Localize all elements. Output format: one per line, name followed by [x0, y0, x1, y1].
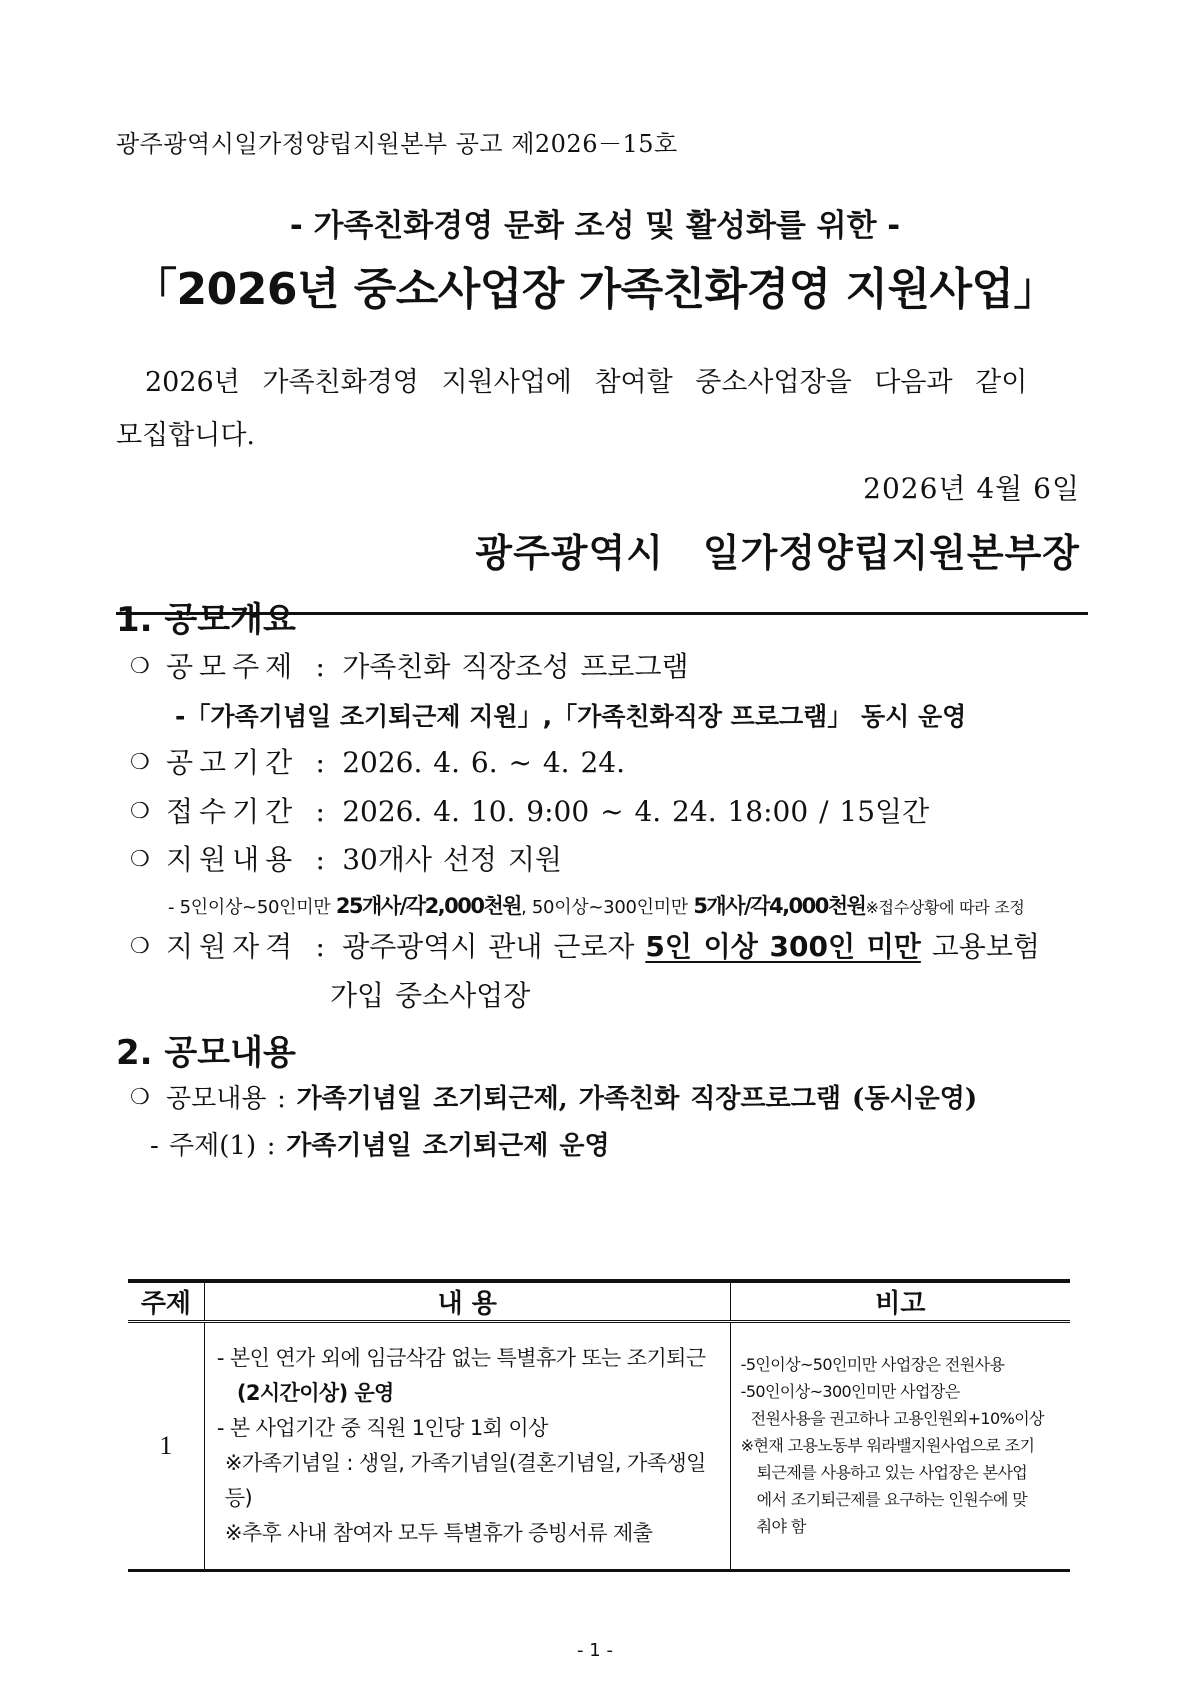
circle-bullet-icon: ❍ — [130, 799, 150, 824]
eligibility-line-2: 가입 중소사업장 — [330, 979, 531, 1012]
separator: : — [315, 746, 325, 779]
remark-line: 전원사용을 권고하나 고용인원외+10%이상 — [750, 1408, 1044, 1428]
content-line: ※가족기념일 : 생일, 가족기념일(결혼기념일, 가족생일등) — [224, 1451, 706, 1510]
content-line: - 본 사업기간 중 직원 1인당 1회 이상 — [216, 1416, 548, 1440]
page-number: - 1 - — [577, 1640, 613, 1661]
content-value: 가족기념일 조기퇴근제, 가족친화 직장프로그램 (동시운영) — [296, 1084, 978, 1114]
content-line: - 본인 연가 외에 임금삭감 없는 특별휴가 또는 조기퇴근 — [216, 1346, 706, 1370]
remark-line: -5인이상~50인미만 사업장은 전원사용 — [740, 1354, 1005, 1374]
circle-bullet-icon: ❍ — [130, 847, 150, 872]
separator: : — [277, 1084, 286, 1114]
intro-line-2: 모집합니다. — [116, 420, 255, 451]
topic-table — [128, 1279, 1070, 1572]
reception-value: 2026. 4. 10. 9:00 ~ 4. 24. 18:00 / 15일간 — [342, 795, 930, 828]
table-row — [128, 1322, 1070, 1571]
intro-line-1: 2026년 가족친화경영 지원사업에 참여할 중소사업장을 다음과 같이 — [145, 367, 1028, 398]
eligibility-label: 지원자격 — [166, 930, 299, 963]
separator: : — [315, 650, 325, 683]
table-header-row — [128, 1281, 1070, 1322]
document-title: 「2026년 중소사업장 가족친화경영 지원사업」 — [133, 264, 1057, 315]
bullet-period — [130, 741, 625, 781]
table-cell-remarks — [730, 1322, 1070, 1571]
separator: : — [266, 1131, 276, 1161]
support-label: 지원내용 — [166, 843, 299, 876]
separator: : — [315, 795, 325, 828]
period-label: 공고기간 — [166, 746, 299, 779]
table-header-content: 내 용 — [204, 1281, 730, 1322]
section-2-heading: 2. 공모내용 — [116, 1033, 296, 1073]
announcement-date: 2026년 4월 6일 — [863, 472, 1080, 505]
bullet-support — [130, 838, 562, 878]
support-note-mid: , 50이상~300인미만 — [521, 897, 694, 918]
table-cell-number: 1 — [128, 1322, 204, 1571]
period-value: 2026. 4. 6. ~ 4. 24. — [342, 746, 625, 779]
eligibility-headcount: 5인 이상 300인 미만 — [645, 930, 921, 963]
remark-line: 에서 조기퇴근제를 요구하는 인원수에 맞 — [756, 1489, 1028, 1509]
document-subtitle: - 가족친화경영 문화 조성 및 활성화를 위한 - — [289, 208, 901, 244]
content-line — [217, 1376, 730, 1411]
bullet-content — [130, 1078, 977, 1115]
remark-line: 춰야 함 — [756, 1516, 806, 1536]
section-1-heading: 1. 공모개요 — [116, 600, 296, 640]
circle-bullet-icon: ❍ — [130, 654, 150, 679]
support-note-suffix: ※접수상황에 따라 조정 — [865, 898, 1025, 917]
eligibility-post: 고용보험 — [920, 930, 1040, 963]
remark-line: -50인이상~300인미만 사업장은 — [740, 1381, 960, 1401]
remark-line: 퇴근제를 사용하고 있는 사업장은 본사업 — [756, 1462, 1028, 1482]
separator: : — [315, 930, 325, 963]
topic-value: 가족기념일 조기퇴근제 운영 — [286, 1131, 610, 1161]
bullet-eligibility — [130, 925, 1040, 965]
issuer-name: 광주광역시 일가정양립지원본부장 — [475, 530, 1080, 575]
remark-line: ※현재 고용노동부 워라밸지원사업으로 조기 — [740, 1435, 1035, 1455]
support-value: 30개사 선정 지원 — [342, 843, 562, 876]
circle-bullet-icon: ❍ — [130, 750, 150, 775]
bullet-theme — [130, 645, 689, 685]
bullet-reception — [130, 790, 929, 830]
content-label: 공모내용 — [166, 1084, 267, 1114]
support-note-small-business: 25개사/각2,000천원 — [335, 894, 522, 918]
table-cell-content — [204, 1322, 730, 1571]
table-header-remarks: 비고 — [730, 1281, 1070, 1322]
eligibility-pre: 광주광역시 관내 근로자 — [342, 930, 646, 963]
separator: : — [315, 843, 325, 876]
reception-label: 접수기간 — [166, 795, 299, 828]
content-line-bold: (2시간이상) 운영 — [236, 1381, 394, 1405]
circle-bullet-icon: ❍ — [130, 934, 150, 959]
content-line: ※추후 사내 참여자 모두 특별휴가 증빙서류 제출 — [224, 1521, 653, 1545]
support-note-mid-business: 5개사/각4,000천원 — [693, 894, 866, 918]
theme-sub-line: -「가족기념일 조기퇴근제 지원」,「가족친화직장 프로그램」 동시 운영 — [175, 702, 967, 731]
theme-value: 가족친화 직장조성 프로그램 — [342, 650, 689, 683]
circle-bullet-icon: ❍ — [130, 1085, 150, 1110]
table-header-topic: 주제 — [128, 1281, 204, 1322]
support-note — [168, 890, 1025, 920]
theme-label: 공모주제 — [166, 650, 299, 683]
topic-line — [150, 1125, 610, 1162]
notice-number: 광주광역시일가정양립지원본부 공고 제2026－15호 — [116, 130, 678, 158]
support-note-prefix: - 5인이상~50인미만 — [168, 897, 336, 918]
topic-label: - 주제(1) — [150, 1131, 257, 1161]
